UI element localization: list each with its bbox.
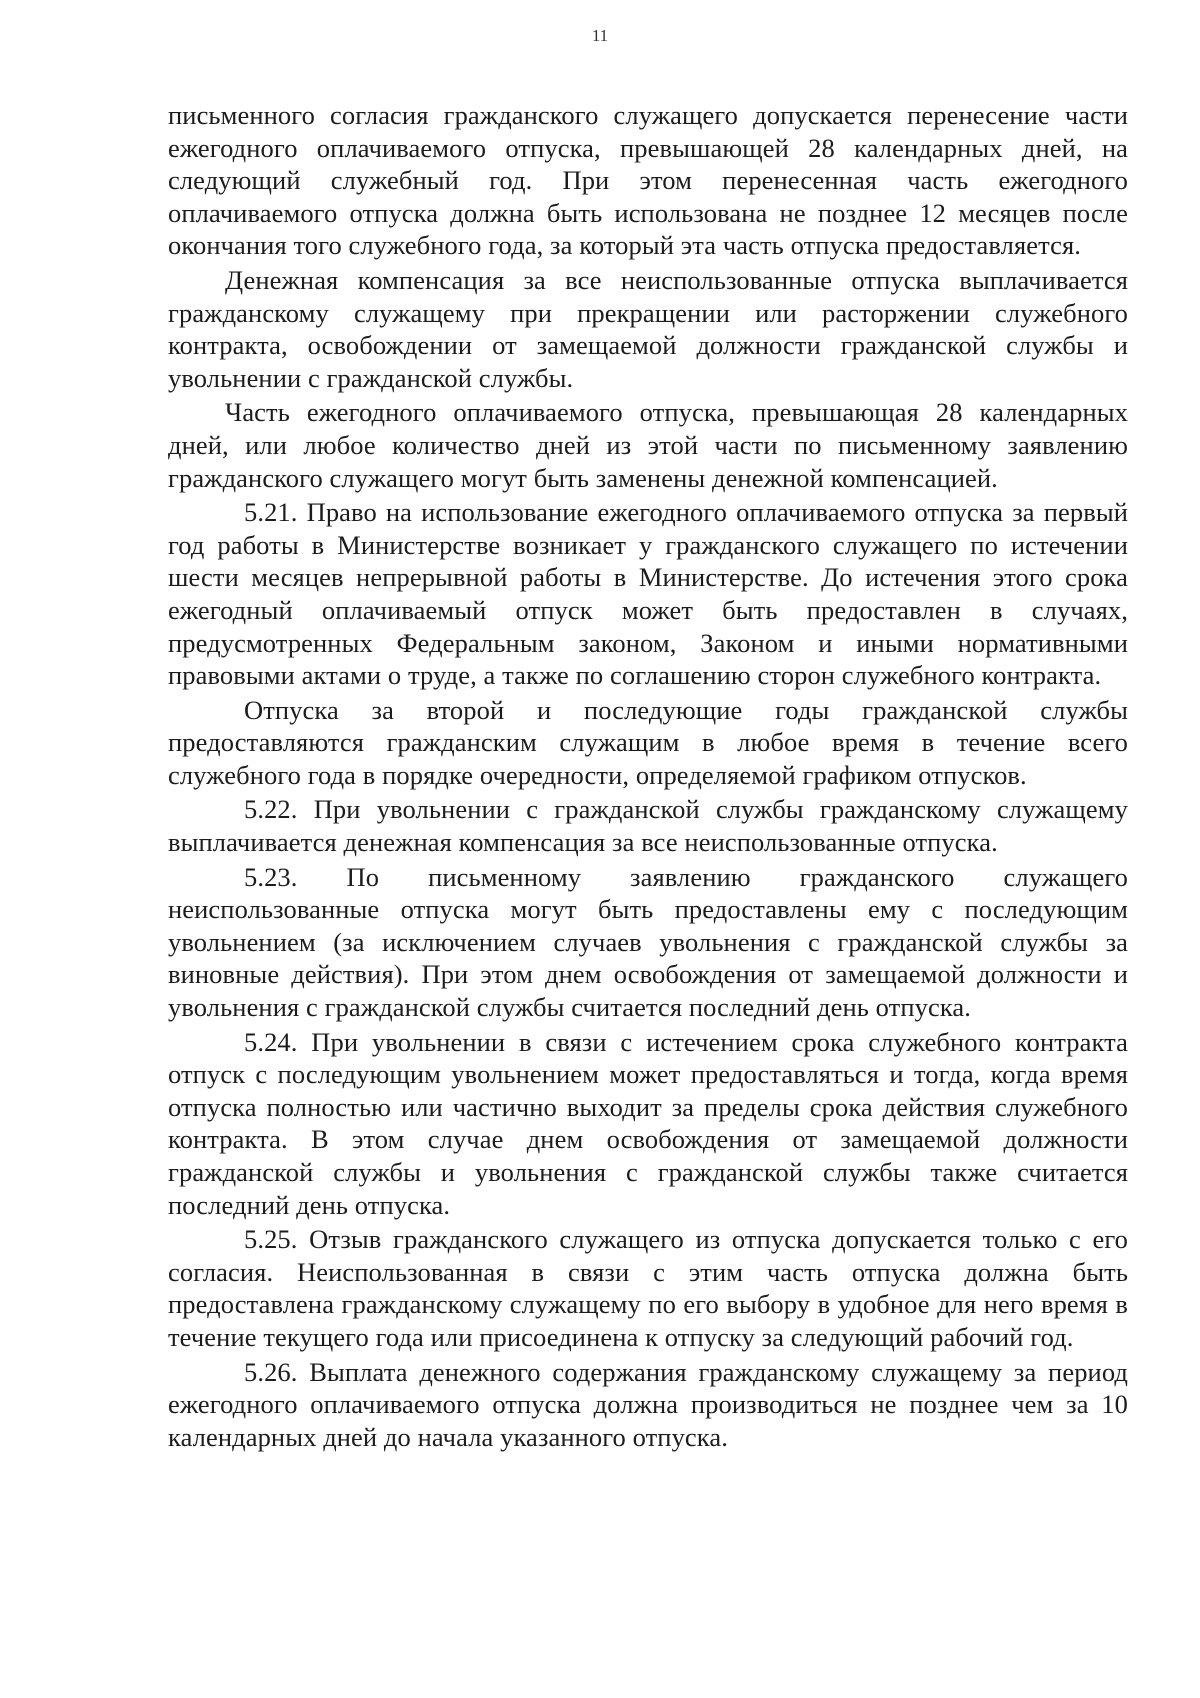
paragraph-5-23: 5.23. По письменному заявлению гражданского служащего неиспользованные отпуска могут быть предоставлены ему с последующим увольнением (за исключением случаев увольнения с гражданской службы за виновные действия). При этом днем освобождения от замещаемой должности и увольнения с гражданской службы считается последний день отпуска. xyxy=(168,861,1128,1023)
paragraph-continuation: письменного согласия гражданского служащего допускается перенесение части ежегодного оплачиваемого отпуска, превышающей 28 календарных дней, на следующий служебный год. При этом перенесенная часть ежегодного оплачиваемого отпуска должна быть использована не позднее 12 месяцев после окончания того служебного года, за который эта часть отпуска предоставляется. xyxy=(168,100,1128,261)
paragraph-5-22: 5.22. При увольнении с гражданской службы гражданскому служащему выплачивается денежная компенсация за все неиспользованные отпуска. xyxy=(168,794,1128,858)
paragraph-5-26: 5.26. Выплата денежного содержания гражданскому служащему за период ежегодного оплачиваемого отпуска должна производиться не позднее чем за 10 календарных дней до начала указанного отпуска. xyxy=(168,1356,1128,1452)
paragraph-5-21: 5.21. Право на использование ежегодного оплачиваемого отпуска за первый год работы в Министерстве возникает у гражданского служащего по истечении шести месяцев непрерывной работы в Министерстве. До истечения этого срока ежегодный оплачиваемый отпуск может быть предоставлен в случаях, предусмотренных Федеральным законом, Законом и иными нормативными правовыми актами о труде, а также по соглашению сторон служебного контракта. xyxy=(168,497,1128,691)
paragraph-replacement: Часть ежегодного оплачиваемого отпуска, превышающая 28 календарных дней, или любое количество дней из этой части по письменному заявлению гражданского служащего могут быть заменены денежной компенсацией. xyxy=(168,397,1128,493)
paragraph-compensation: Денежная компенсация за все неиспользованные отпуска выплачивается гражданскому служащему при прекращении или расторжении служебного контракта, освобождении от замещаемой должности гражданской службы и увольнении с гражданской службы. xyxy=(168,264,1128,393)
paragraph-second-year: Отпуска за второй и последующие годы гражданской службы предоставляются гражданским служащим в любое время в течение всего служебного года в порядке очередности, определяемой графиком отпусков. xyxy=(168,694,1128,790)
document-body xyxy=(168,99,1128,1453)
page-number: 11 xyxy=(591,26,609,45)
paragraph-5-24: 5.24. При увольнении в связи с истечением срока служебного контракта отпуск с последующим увольнением может предоставляться и тогда, когда время отпуска полностью или частично выходит за пределы срока действия служебного контракта. В этом случае днем освобождения от замещаемой должности гражданской службы и увольнения с гражданской службы также считается последний день отпуска. xyxy=(168,1026,1128,1220)
paragraph-5-25: 5.25. Отзыв гражданского служащего из отпуска допускается только с его согласия. Неиспользованная в связи с этим часть отпуска должна быть предоставлена гражданскому служащему по его выбору в удобное для него время в течение текущего года или присоединена к отпуску за следующий рабочий год. xyxy=(168,1224,1128,1352)
